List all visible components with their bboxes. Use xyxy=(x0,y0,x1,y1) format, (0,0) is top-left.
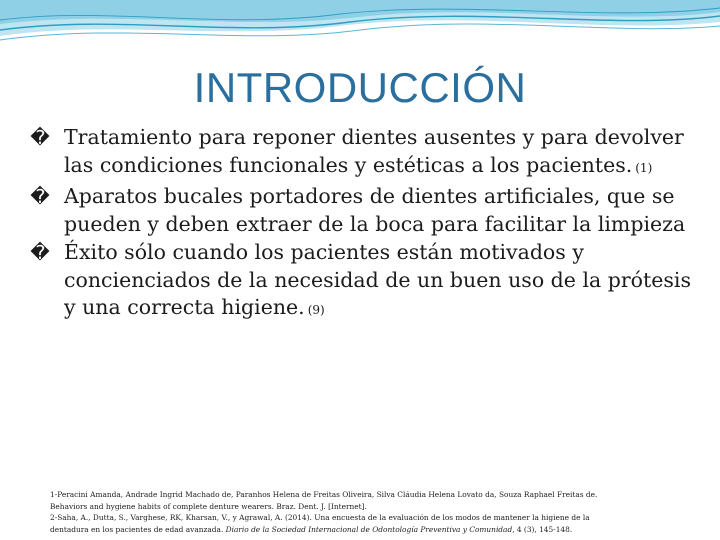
replacement-char-icon: � xyxy=(30,186,50,208)
reference-line: Behaviors and hygiene habits of complete denture wearers. Braz. Dent. J. [Internet]. xyxy=(50,501,367,511)
decorative-wave-header xyxy=(0,0,720,60)
reference-tail: , 4 (3), 145-148. xyxy=(512,524,573,534)
reference-line-4 xyxy=(50,524,690,536)
bullet-item xyxy=(30,183,698,238)
slide-title: INTRODUCCIÓN xyxy=(193,64,527,111)
bullet-text: Tratamiento para reponer dientes ausentes y para devolver las condiciones funcionales y estéticas a los pacientes. xyxy=(64,125,684,177)
reference-text: dentadura en los pacientes de edad avanzada. xyxy=(50,524,224,534)
replacement-char-icon: � xyxy=(30,127,50,149)
replacement-char-icon: � xyxy=(30,242,50,264)
bullet-text: Aparatos bucales portadores de dientes artificiales, que se pueden y deben extraer de la boca para facilitar la limpieza xyxy=(64,184,686,236)
bullet-list xyxy=(30,124,698,326)
references-footnote xyxy=(50,489,690,535)
reference-journal: Diario de la Sociedad Internacional de Odontología Preventiva y Comunidad xyxy=(225,524,513,534)
citation-marker: (9) xyxy=(307,303,325,317)
bullet-item xyxy=(30,239,698,325)
bullet-item xyxy=(30,124,698,182)
citation-marker: (1) xyxy=(635,160,653,175)
reference-line: 2-Saha, A., Dutta, S., Varghese, RK, Kharsan, V., y Agrawal, A. (2014). Una encuesta de la evaluación de los modos de mantener la higiene de la xyxy=(50,513,590,523)
reference-line: 1-Peracini Amanda, Andrade Ingrid Machado de, Paranhos Helena de Freitas Oliveira, Silva Cláudia Helena Lovato da, Souza Raphael Freitas de. xyxy=(50,490,598,499)
bullet-text: Éxito sólo cuando los pacientes están motivados y concienciados de la necesidad de un buen uso de la prótesis y una correcta higiene. xyxy=(64,240,691,319)
